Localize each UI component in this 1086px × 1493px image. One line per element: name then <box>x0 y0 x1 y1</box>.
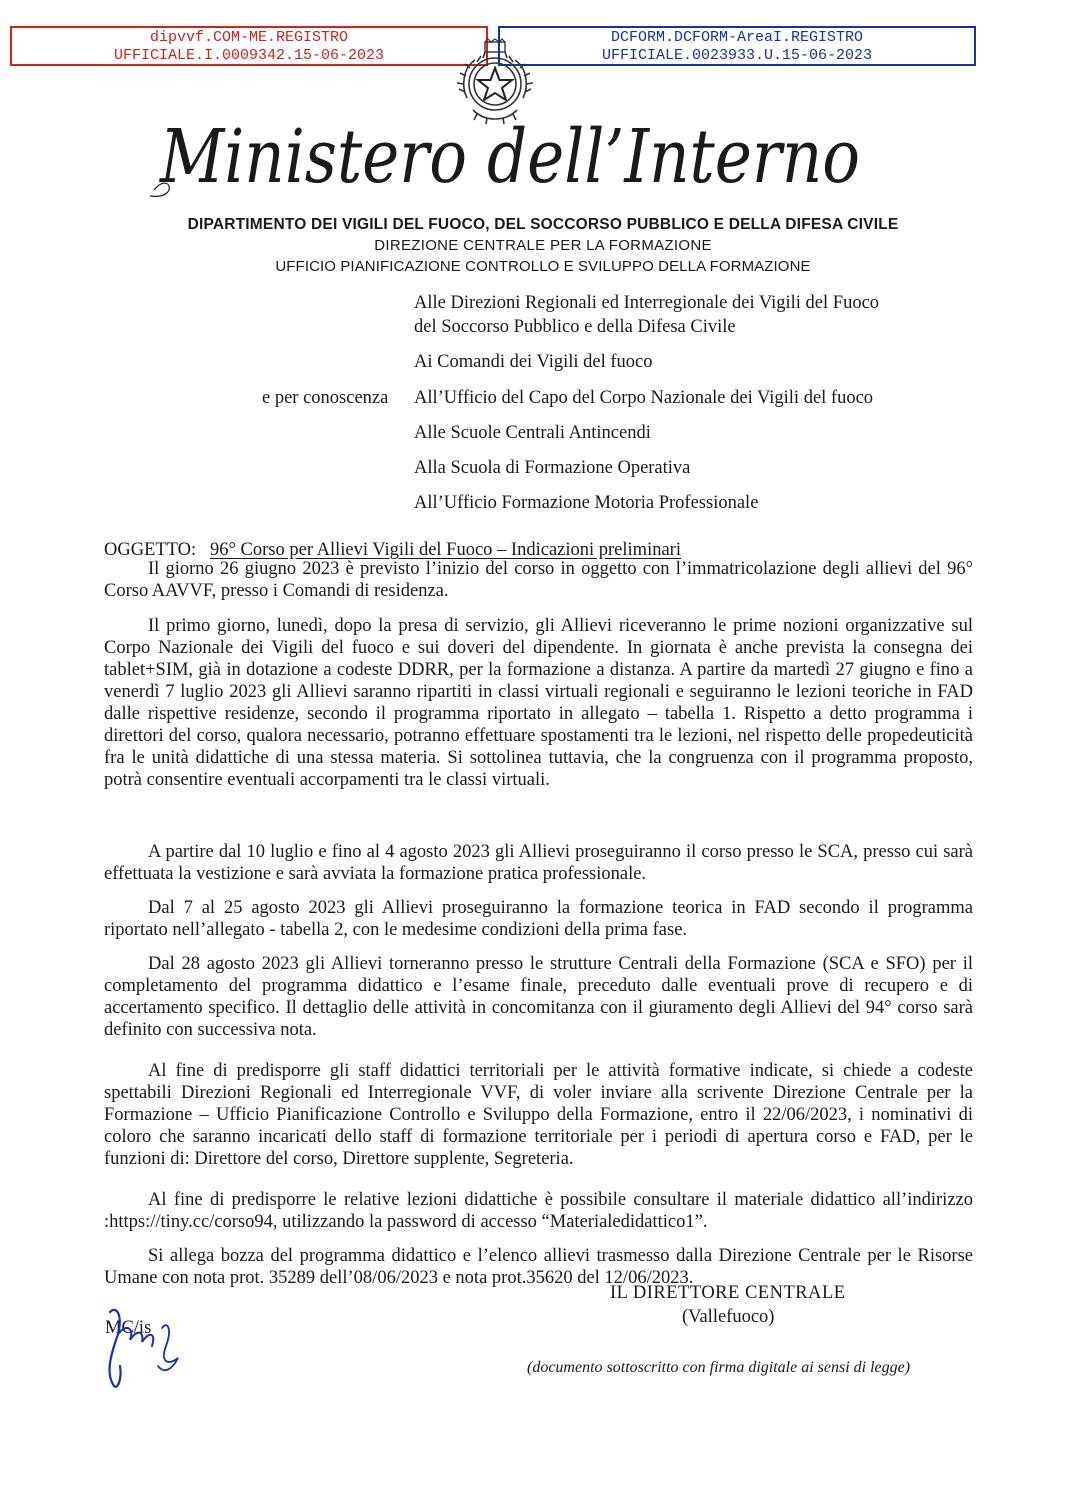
body-paragraph: Il giorno 26 giugno 2023 è previsto l’inizio del corso in oggetto con l’immatricolazione degli allievi del 96° Corso AAVVF, presso i Comandi di residenza. <box>104 559 973 601</box>
stamp-line: dipvvf.COM-ME.REGISTRO <box>149 29 349 46</box>
body-paragraph: Al fine di predisporre le relative lezioni didattiche è possibile consultare il materiale didattico all’indirizzo :https://tiny.cc/corso94, utilizzando la password di accesso “Materialedidattico1”. <box>104 1190 973 1232</box>
ministry-wordmark <box>150 110 870 210</box>
signatory-title: IL DIRETTORE CENTRALE <box>610 1283 846 1303</box>
protocol-stamp-outgoing <box>498 26 976 66</box>
recipient-line: Alla Scuola di Formazione Operativa <box>414 458 691 478</box>
stamp-line: DCFORM.DCFORM-AreaI.REGISTRO <box>610 29 864 46</box>
ministry-wordmark-text: Ministero dell’Interno <box>158 114 860 200</box>
stamp-line: UFFICIALE.0023933.U.15-06-2023 <box>601 47 873 64</box>
recipient-line: del Soccorso Pubblico e della Difesa Civile <box>414 317 736 337</box>
body-paragraph: A partire dal 10 luglio e fino al 4 agosto 2023 gli Allievi proseguiranno il corso presso le SCA, presso cui sarà effettuata la vestizione e sarà avviata la formazione pratica professionale. <box>104 842 973 884</box>
drafter-initials: MC/is <box>105 1318 152 1338</box>
protocol-stamp-incoming <box>10 26 488 66</box>
recipient-line: Ai Comandi dei Vigili del fuoco <box>414 352 653 372</box>
direction-name: DIREZIONE CENTRALE PER LA FORMAZIONE <box>374 237 712 254</box>
signatory-name: (Vallefuoco) <box>682 1307 775 1327</box>
subject-text: 96° Corso per Allievi Vigili del Fuoco – Indicazioni preliminari <box>210 540 681 560</box>
recipient-line: All’Ufficio Formazione Motoria Professionale <box>414 493 759 513</box>
body-paragraph: Al fine di predisporre gli staff didattici territoriali per le attività formative indicate, si chiede a codeste spettabili Direzioni Regionali ed Interregionale VVF, di voler inviare alla scrivente Direzione Centrale per la Formazione – Ufficio Pianificazione Controllo e Sviluppo della Formazione, entro il 22/06/2023, i nominativi di coloro che saranno incaricati dello staff di formazione territoriale per i periodi di apertura corso e FAD, per le funzioni di: Direttore del corso, Direttore supplente, Segreteria. <box>104 1061 973 1169</box>
recipient-line: Alle Direzioni Regionali ed Interregionale dei Vigili del Fuoco <box>414 293 880 313</box>
department-name: DIPARTIMENTO DEI VIGILI DEL FUOCO, DEL SOCCORSO PUBBLICO E DELLA DIFESA CIVILE <box>187 216 899 233</box>
body-paragraph: Si allega bozza del programma didattico e l’elenco allievi trasmesso dalla Direzione Centrale per le Risorse Umane con nota prot. 35289 dell’08/06/2023 e nota prot.35620 del 12/06/2023. <box>104 1246 973 1288</box>
body-paragraph: Dal 28 agosto 2023 gli Allievi torneranno presso le strutture Centrali della Formazione (SCA e SFO) per il completamento del programma didattico e l’esame finale, preceduto dalle eventuali prove di recupero e di accertamento specifico. Il dettaglio delle attività in concomitanza con il giuramento degli Allievi del 94° corso sarà definito con successiva nota. <box>104 954 973 1040</box>
body-paragraph: Dal 7 al 25 agosto 2023 gli Allievi proseguiranno la formazione teorica in FAD secondo il programma riportato nell’allegato - tabella 2, con le medesime condizioni della prima fase. <box>104 898 973 940</box>
office-name: UFFICIO PIANIFICAZIONE CONTROLLO E SVILUPPO DELLA FORMAZIONE <box>275 258 811 275</box>
stamp-line: UFFICIALE.I.0009342.15-06-2023 <box>113 47 385 64</box>
subject-label: OGGETTO: <box>104 540 197 560</box>
handwritten-initials-icon <box>88 1300 198 1392</box>
body-paragraph: Il primo giorno, lunedì, dopo la presa di servizio, gli Allievi riceveranno le prime nozioni organizzative sul Corpo Nazionale dei Vigili del fuoco e sui doveri del dipendente. In giornata è anche prevista la consegna dei tablet+SIM, già in dotazione a codeste DDRR, per la formazione a distanza. A partire da martedì 27 giugno e fino a venerdì 7 luglio 2023 gli Allievi saranno ripartiti in classi virtuali regionali e seguiranno le lezioni teoriche in FAD dalle rispettive residenze, secondo il programma riportato in allegato – tabella 1. Rispetto a detto programma i direttori del corso, qualora necessario, potranno effettuare spostamenti tra le lezioni, nel rispetto delle propedeuticità fra le unità didattiche di una stessa materia. Si sottolinea tuttavia, che la congruenza con il programma proposto, potrà consentire eventuali accorpamenti tra le classi virtuali. <box>104 616 973 790</box>
cc-label: e per conoscenza <box>262 388 389 408</box>
recipient-line: Alle Scuole Centrali Antincendi <box>414 423 651 443</box>
recipient-line: All’Ufficio del Capo del Corpo Nazionale dei Vigili del fuoco <box>414 388 874 408</box>
digital-signature-note: (documento sottoscritto con firma digitale ai sensi di legge) <box>527 1359 911 1376</box>
